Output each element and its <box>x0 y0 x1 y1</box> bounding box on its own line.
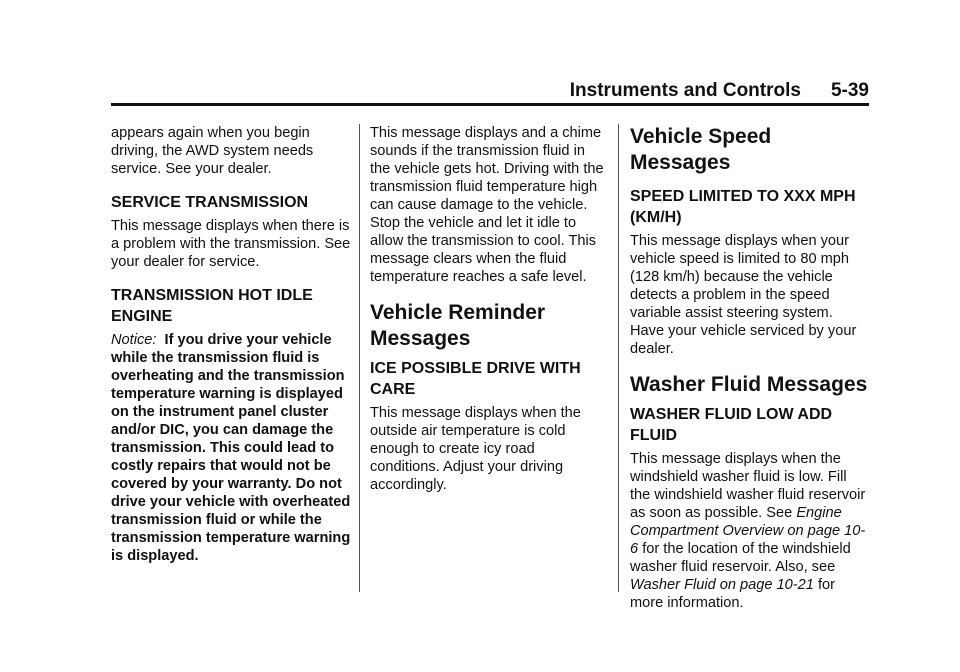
page-number: 5-39 <box>830 80 869 101</box>
paragraph-speed-limited: This message displays when your vehicle speed is limited to 80 mph (128 km/h) because the vehicle detects a problem in the speed variable assist steering system. Have your vehicle serviced by your dealer. <box>630 233 857 357</box>
heading-ice-possible: ICE POSSIBLE DRIVE WITH CARE <box>370 360 581 398</box>
heading-washer-fluid: Washer Fluid Messages <box>630 373 868 396</box>
paragraph-washer-fluid <box>630 450 870 612</box>
notice-label: Notice: <box>111 332 157 348</box>
paragraph-ice-possible: This message displays when the outside air temperature is cold enough to create icy road conditions. Adjust your driving accordingly. <box>370 405 581 493</box>
link-engine-compartment[interactable]: Engine Compartment Overview on page 10-6 <box>630 505 866 557</box>
heading-washer-fluid-low: WASHER FLUID LOW ADD FLUID <box>630 406 833 444</box>
notice-text: If you drive your vehicle while the transmission fluid is overheating and the transmission temperature warning is displayed on the instrument panel cluster and/or DIC, you can damage the transmission. This could lead to costly repairs that would not be covered by your warranty. Do not drive your vehicle with overheated transmission fluid or while the transmission temperature warning is displayed. <box>111 332 351 564</box>
column-3 <box>630 124 870 612</box>
washer-text-b: for the location of the windshield washer fluid reservoir. Also, see <box>630 541 851 575</box>
heading-vehicle-reminder: Vehicle Reminder Messages <box>370 301 546 350</box>
paragraph-transmission-hot: This message displays and a chime sounds if the transmission fluid in the vehicle gets hot. Driving with the transmission fluid temperature high can cause damage to the vehicle. Stop the vehicle and let it idle to allow the transmission to cool. This message clears when the fluid temperature reaches a safe level. <box>370 125 604 285</box>
heading-service-transmission: SERVICE TRANSMISSION <box>111 194 309 211</box>
washer-text-a: This message displays when the windshield washer fluid is low. Fill the windshield washer fluid reservoir as soon as possible. See <box>630 451 866 521</box>
section-title: Instruments and Controls <box>569 80 801 101</box>
washer-text-c: for more information. <box>630 577 835 611</box>
heading-vehicle-speed: Vehicle Speed Messages <box>630 125 772 174</box>
column-2 <box>370 124 608 494</box>
page-header <box>111 80 869 102</box>
heading-transmission-hot: TRANSMISSION HOT IDLE ENGINE <box>111 287 313 325</box>
notice-block <box>111 331 351 565</box>
header-rule <box>111 103 869 106</box>
column-1 <box>111 124 351 565</box>
paragraph-service-transmission: This message displays when there is a problem with the transmission. See your dealer for service. <box>111 218 351 270</box>
heading-speed-limited: SPEED LIMITED TO XXX MPH (KM/H) <box>630 188 856 226</box>
link-washer-fluid[interactable]: Washer Fluid on page 10-21 <box>630 577 814 593</box>
column-divider-1 <box>359 124 360 592</box>
paragraph-awd-continued: appears again when you begin driving, the AWD system needs service. See your dealer. <box>111 125 314 177</box>
column-divider-2 <box>618 124 619 592</box>
